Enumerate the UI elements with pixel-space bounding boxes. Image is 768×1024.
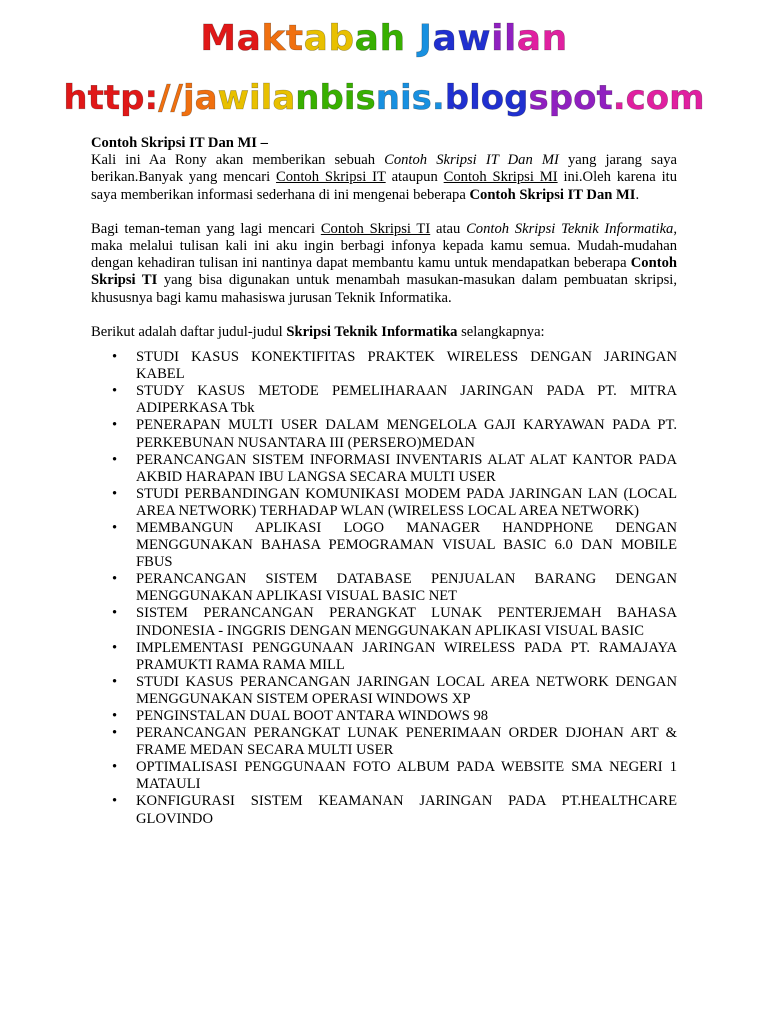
list-item: • STUDI KASUS PERANCANGAN JARINGAN LOCAL AREA NETWORK DENGAN MENGGUNAKAN SISTEM OPERASI WINDOWS XP (91, 674, 677, 708)
list-item: • PERANCANGAN SISTEM INFORMASI INVENTARIS ALAT ALAT KANTOR PADA AKBID HARAPAN IBU LANGSA SECARA MULTI USER (91, 452, 677, 486)
list-item: • KONFIGURASI SISTEM KEAMANAN JARINGAN PADA PT.HEALTHCARE GLOVINDO (91, 793, 677, 827)
paragraph-list-intro: Berikut adalah daftar judul-judul Skripsi Teknik Informatika selangkapnya: (91, 323, 545, 340)
banner-title: Maktabah Jawilan (200, 18, 568, 59)
list-item: • STUDI KASUS KONEKTIFITAS PRAKTEK WIRELESS DENGAN JARINGAN KABEL (91, 349, 677, 383)
article-body (91, 135, 677, 828)
link-contoh-skripsi-ti[interactable]: Contoh Skripsi TI (320, 220, 431, 237)
list-item: • STUDI PERBANDINGAN KOMUNIKASI MODEM PADA JARINGAN LAN (LOCAL AREA NETWORK) TERHADAP WLAN (WIRELESS LOCAL AREA NETWORK) (91, 486, 677, 520)
paragraph-teknik-informatika: Bagi teman-teman yang lagi mencari Contoh Skripsi TI atau Contoh Skripsi Teknik Informatika, maka melalui tulisan kali ini aku ingin berbagi infonya kepada kamu semua. Mudah-mudahan dengan kehadiran tulisan ini nantinya dapat membantu kamu untuk mendapatkan beberapa Contoh Skripsi TI yang bisa digunakan untuk menambah masukan-masukan dalam pembuatan skripsi, khususnya bagi kamu mahasiswa jurusan Teknik Informatika. (91, 220, 677, 306)
list-item: • PERANCANGAN PERANGKAT LUNAK PENERIMAAN ORDER DJOHAN ART & FRAME MEDAN SECARA MULTI USER (91, 725, 677, 759)
list-item: • OPTIMALISASI PENGGUNAAN FOTO ALBUM PADA WEBSITE SMA NEGERI 1 MATAULI (91, 759, 677, 793)
list-item: • PENGINSTALAN DUAL BOOT ANTARA WINDOWS 98 (91, 708, 677, 725)
banner-url[interactable]: http://jawilanbisnis.blogspot.com (63, 78, 705, 118)
list-item: • PERANCANGAN SISTEM DATABASE PENJUALAN BARANG DENGAN MENGGUNAKAN APLIKASI VISUAL BASIC NET (91, 571, 677, 605)
list-item: • MEMBANGUN APLIKASI LOGO MANAGER HANDPHONE DENGAN MENGGUNAKAN BAHASA PEMOGRAMAN VISUAL BASIC 6.0 DAN MOBILE FBUS (91, 520, 677, 571)
link-contoh-skripsi-mi[interactable]: Contoh Skripsi MI (443, 169, 558, 186)
link-contoh-skripsi-it[interactable]: Contoh Skripsi IT (276, 169, 386, 186)
list-item: • PENERAPAN MULTI USER DALAM MENGELOLA GAJI KARYAWAN PADA PT. PERKEBUNAN NUSANTARA III (PERSERO)MEDAN (91, 417, 677, 451)
list-item: • SISTEM PERANCANGAN PERANGKAT LUNAK PENTERJEMAH BAHASA INDONESIA - INGGRIS DENGAN MENGGUNAKAN APLIKASI VISUAL BASIC (91, 605, 677, 639)
thesis-topic-list (91, 349, 677, 828)
list-item: • STUDY KASUS METODE PEMELIHARAAN JARINGAN PADA PT. MITRA ADIPERKASA Tbk (91, 383, 677, 417)
list-item: • IMPLEMENTASI PENGGUNAAN JARINGAN WIRELESS PADA PT. RAMAJAYA PRAMUKTI RAMA RAMA MILL (91, 640, 677, 674)
paragraph-intro: Kali ini Aa Rony akan memberikan sebuah Contoh Skripsi IT Dan MI yang jarang saya berikan.Banyak yang mencari Contoh Skripsi IT ataupun Contoh Skripsi MI ini.Oleh karena itu saya memberikan informasi sederhana di ini mengenai beberapa Contoh Skripsi IT Dan MI. (91, 152, 677, 203)
article-heading: Contoh Skripsi IT Dan MI – (91, 135, 268, 151)
